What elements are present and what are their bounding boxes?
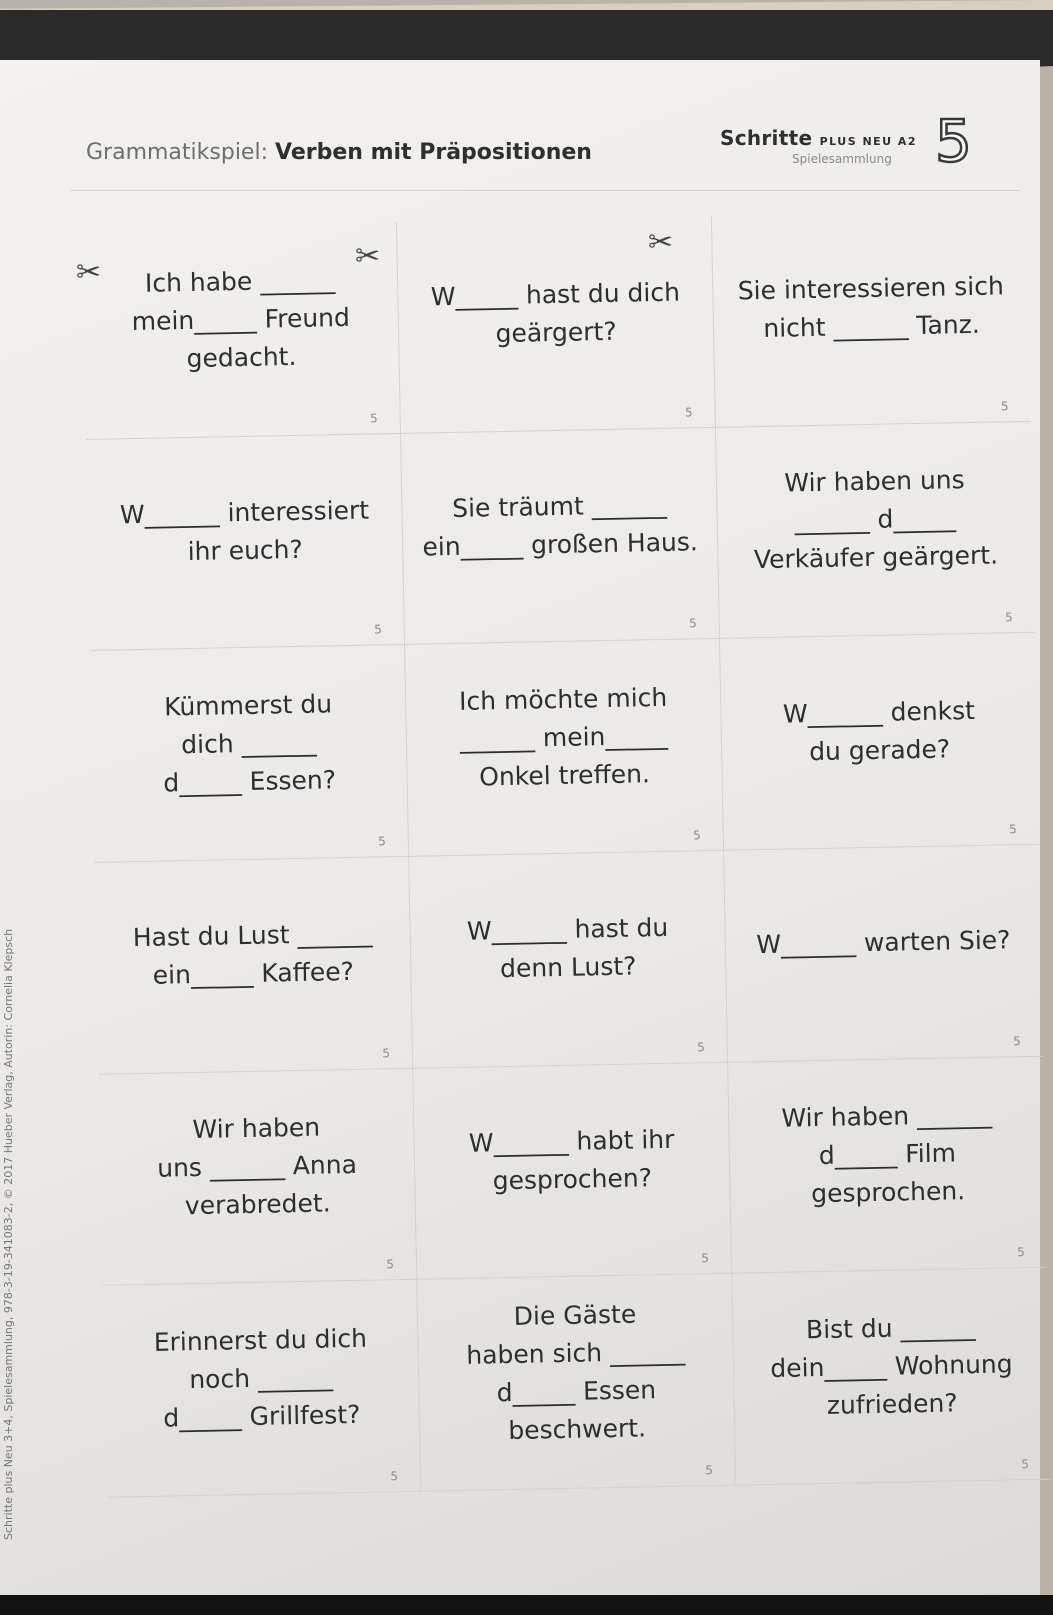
card-sentence: W______ hast du denn Lust?	[466, 913, 669, 984]
game-card	[98, 1068, 417, 1286]
card-points: 5	[1021, 1457, 1030, 1472]
card-points: 5	[382, 1045, 391, 1061]
card-sentence: W______ habt ihr gesprochen?	[468, 1124, 675, 1196]
card-points: 5	[378, 834, 386, 849]
card-grid	[82, 210, 1051, 1498]
game-card	[724, 845, 1043, 1063]
game-card	[417, 1274, 736, 1492]
card-sentence: Wir haben uns ______ d_____ Verkäufer geärgert.	[753, 465, 999, 575]
unit-number: 5	[935, 107, 972, 175]
brand-name: Schritte	[720, 126, 813, 150]
card-sentence: Ich möchte mich ______ mein_____ Onkel treffen.	[458, 682, 669, 792]
title-prefix: Grammatikspiel:	[86, 140, 268, 165]
card-sentence: W______ denkst du gerade?	[782, 695, 976, 766]
game-card	[401, 428, 720, 646]
game-card	[397, 216, 716, 434]
game-card	[102, 1280, 421, 1498]
header-divider	[70, 190, 1020, 191]
game-card	[82, 222, 401, 440]
card-sentence: Wir haben ______ d_____ Film gesprochen.	[781, 1099, 993, 1209]
card-points: 5	[1000, 398, 1009, 414]
game-card	[712, 210, 1031, 428]
card-sentence: Bist du ______ dein_____ Wohnung zufrieden?	[770, 1311, 1013, 1420]
card-points: 5	[386, 1257, 395, 1272]
game-card	[413, 1062, 732, 1280]
card-sentence: W______ interessiert ihr euch?	[119, 495, 370, 567]
card-points: 5	[1004, 610, 1013, 625]
game-card	[405, 639, 724, 857]
card-sentence: Kümmerst du dich ______ d_____ Essen?	[163, 688, 337, 798]
card-points: 5	[692, 828, 701, 843]
game-card	[720, 633, 1039, 851]
card-points: 5	[1017, 1245, 1025, 1260]
card-points: 5	[684, 404, 693, 420]
card-points: 5	[369, 411, 378, 426]
scissors-icon: ✂	[76, 255, 102, 290]
card-points: 5	[373, 622, 382, 637]
card-sentence: Wir haben uns ______ Anna verabredet.	[156, 1112, 358, 1221]
card-sentence: Ich habe ______ mein_____ Freund gedacht.	[131, 265, 351, 374]
game-card	[728, 1056, 1047, 1274]
card-sentence: Hast du Lust ______ ein_____ Kaffee?	[132, 918, 373, 991]
brand-subtitle: Spielesammlung	[792, 152, 892, 166]
bottom-dark-band	[0, 1595, 1053, 1615]
card-points: 5	[701, 1251, 710, 1266]
card-sentence: Sie interessieren sich nicht ______ Tanz.	[737, 271, 1005, 344]
scissors-icon: ✂	[355, 239, 381, 274]
card-sentence: Erinnerst du dich noch ______ d_____ Grillfest?	[153, 1323, 368, 1433]
card-points: 5	[1013, 1033, 1021, 1048]
game-card	[409, 851, 728, 1069]
card-sentence: Sie träumt ______ ein_____ großen Haus.	[422, 489, 699, 562]
card-points: 5	[705, 1463, 714, 1478]
card-points: 5	[697, 1039, 705, 1054]
worksheet-page	[0, 60, 1040, 1605]
game-card	[90, 645, 409, 863]
game-card	[716, 421, 1035, 639]
brand-logo-text	[720, 126, 917, 150]
game-card	[732, 1268, 1051, 1486]
game-card	[86, 434, 405, 652]
card-points: 5	[1008, 822, 1017, 837]
brand-suffix: PLUS NEU A2	[819, 135, 918, 148]
title-main: Verben mit Präpositionen	[275, 140, 592, 165]
game-card	[94, 857, 413, 1075]
worksheet-title	[86, 140, 592, 165]
card-sentence: W______ warten Sie?	[756, 925, 1011, 960]
card-sentence: Die Gäste haben sich ______ d_____ Essen beschwert.	[466, 1299, 686, 1445]
worksheet-header	[0, 60, 1040, 190]
card-points: 5	[390, 1469, 399, 1484]
side-copyright-credit: Schritte plus Neu 3+4, Spielesammlung, 978-3-19-341083-2, © 2017 Hueber Verlag, Autorin: Cornelia Klepsch	[2, 928, 15, 1540]
card-points: 5	[688, 616, 697, 631]
card-sentence: W_____ hast du dich geärgert?	[430, 277, 681, 349]
scissors-icon: ✂	[648, 225, 674, 260]
